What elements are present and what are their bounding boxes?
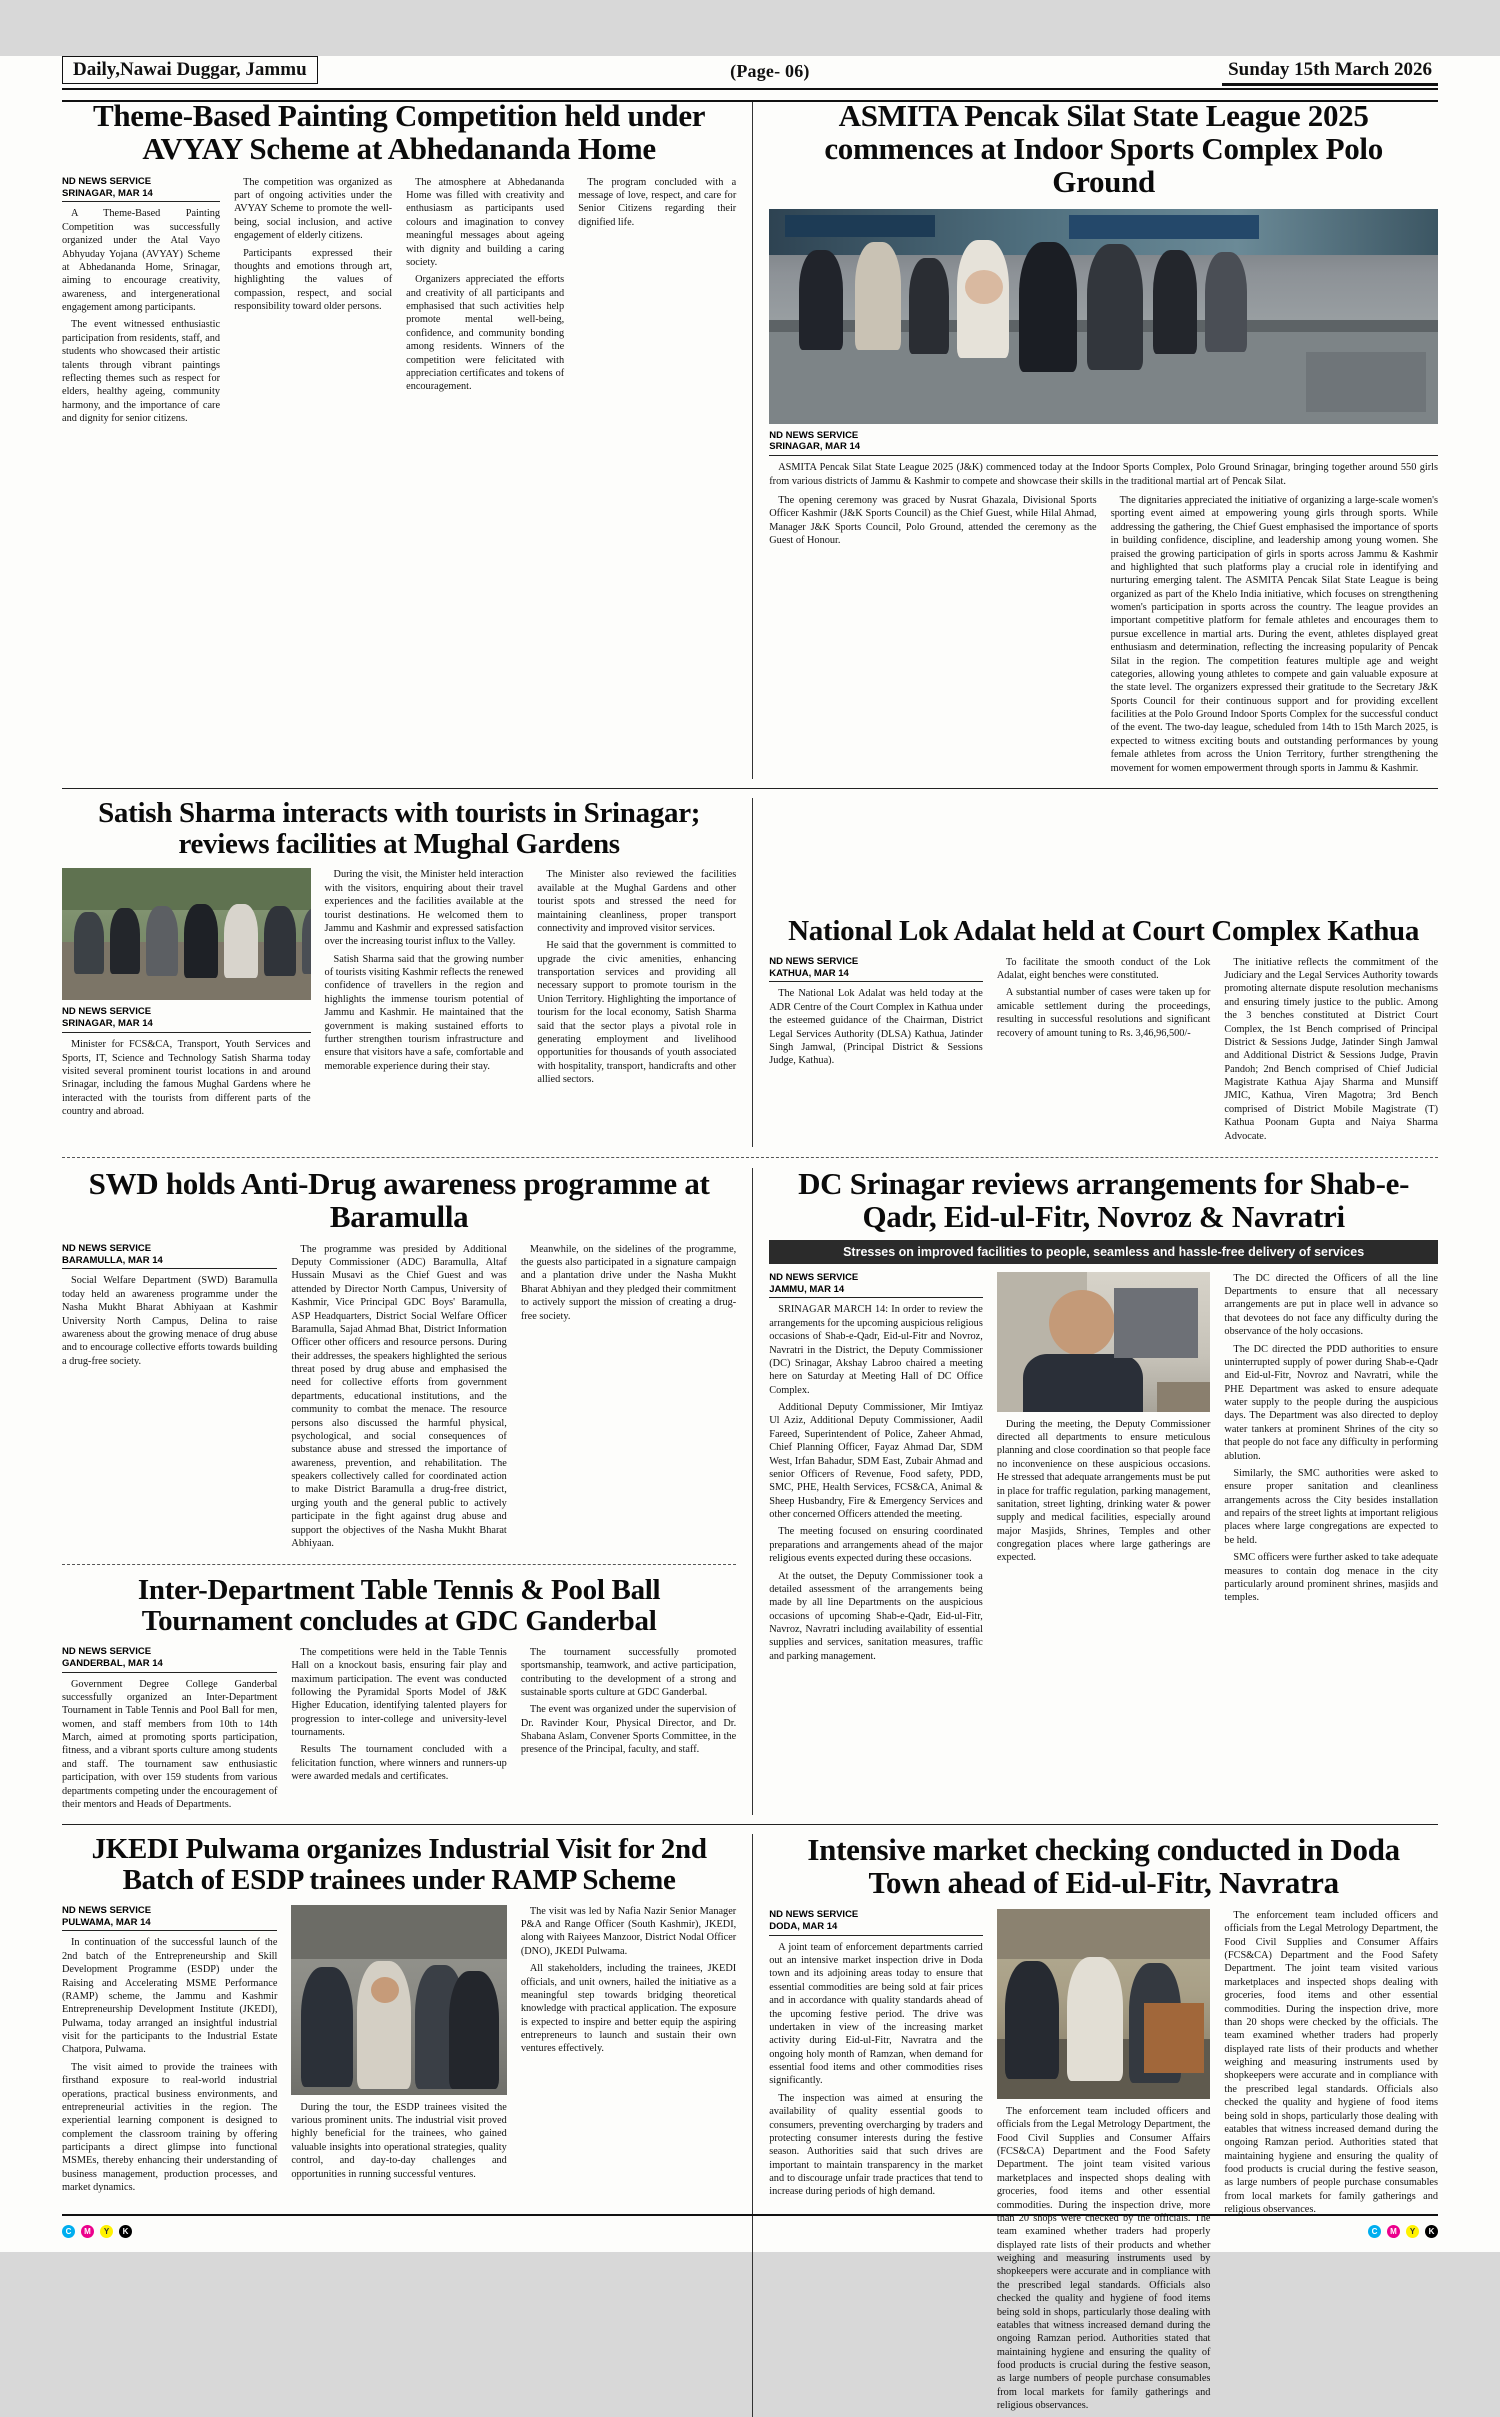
masthead-publication: Daily,Nawai Duggar, Jammu	[62, 56, 318, 84]
lokadalat-byline-place: KATHUA, MAR 14	[769, 967, 849, 979]
lokadalat-para-1: To facilitate the smooth conduct of the Lok Adalat, eight benches were constituted.	[996, 956, 1211, 982]
jkedi-para-2: During the tour, the ESDP trainees visited the various prominent units. The industrial visit proved highly beneficial for the trainees, who gained valuable insights into operational strategies, quality control, and day-to-day challenges and opportunities in running successful ventures.	[291, 2101, 507, 2180]
lokadalat-para-2: A substantial number of cases were taken up for amicable settlement during the proceedings, resulting in successful resolutions and significant recovery of amount tuning to Rs. 3,46,96,500/-	[996, 987, 1211, 1039]
lokadalat-byline-service: ND NEWS SERVICE	[769, 955, 859, 967]
page-top-rule	[62, 100, 1438, 102]
painting-byline-place: SRINAGAR, MAR 14	[62, 187, 153, 199]
masthead-date: Sunday 15th March 2026	[1222, 56, 1438, 86]
dcsrinagar-para-8: SMC officers were further asked to take adequate measures to contain dog menace in the city particularly around prominent shrines, masjids and temples.	[1224, 1552, 1439, 1604]
painting-byline	[62, 176, 220, 203]
painting-para-3: Participants expressed their thoughts and emotions through art, highlighting the values of compassion, respect, and social responsibility toward older persons.	[234, 247, 393, 313]
doda-para-2a: The enforcement team included officers and officials from the Legal Metrology Department, the Food Civil Supplies and Consumer Affairs (FCS&CA) Department and the Food Safety Department. The joint team visited various marketplaces and inspected shops dealing with groceries, food items and other essential commodities. During the inspection drive, more than 20 shops were checked by the officials. The team examined whether traders had properly displayed rate lists of their products and whether weighing and measuring instruments used by shopkeepers were accurate and in compliance with the prescribed legal standards. Officials also checked the quality and hygiene of food items being sold in shops, particularly those dealing with eatables that witness increased demand during the ongoing Ramzan period. Authorities stated that maintaining hygiene and ensuring the quality of food products is crucial during the festive season, as large numbers of people purchase consumables from local markets for family gatherings and religious observances.	[996, 2105, 1211, 2412]
reg-mark-m: M	[81, 2225, 94, 2238]
column-divider-2	[752, 798, 753, 1147]
asmita-byline-service: ND NEWS SERVICE	[769, 429, 859, 441]
masthead	[62, 56, 1438, 90]
article-tabletennis	[62, 1575, 736, 1815]
asmita-byline-place: SRINAGAR, MAR 14	[769, 441, 861, 453]
reg-mark-c: C	[62, 2225, 75, 2238]
lokadalat-para-0: The National Lok Adalat was held today at the ADR Centre of the Court Complex in Kathua under the esteemed guidance of the Chairman, District Legal Services Authority (DLSA) Kathua, Jatinder Singh Jamwal, (Principal District & Sessions Judge, Kathua).	[769, 988, 983, 1067]
dcsrinagar-para-4: At the outset, the Deputy Commissioner took a detailed assessment of the arrangements being made by all line Departments on the auspicious occasions of upcoming Shab-e-Qadr, Eid-ul-Fitr, Navroz, Navratri including availability of essential supplies and services, sanitation measures, traffic and parking management.	[769, 1570, 983, 1662]
reg-mark-y-right: Y	[1406, 2225, 1419, 2238]
asmita-photo	[769, 209, 1438, 424]
jkedi-byline	[62, 1905, 277, 1932]
article-asmita	[769, 100, 1438, 779]
dcsrinagar-para-7: Similarly, the SMC authorities were asked to ensure proper sanitation and cleanliness arrangements across the City besides installation and repairs of the street lights at important religious places where large congregations are expected to be held.	[1224, 1467, 1439, 1546]
satish-para-0: Minister for FCS&CA, Transport, Youth Services and Sports, IT, Science and Technology Satish Sharma today visited several prominent tourist locations in and around Srinagar, including the famous Mughal Gardens where he interacted with the tourists from different parts of the country and abroad.	[62, 1039, 311, 1118]
swd-para-2: Meanwhile, on the sidelines of the programme, the guests also participated in a signature campaign and a plantation drive under the Nasha Mukht Bharat Abhiyan and they pledged their commitment to actively support the mission of creating a drug-free society.	[520, 1243, 737, 1322]
jkedi-photo	[291, 1905, 506, 2095]
jkedi-para-1: The visit aimed to provide the trainees with firsthand exposure to real-world industrial operations, practical business environments, and entrepreneurial activities in the region. The experiential learning component is designed to complement the classroom training by offering participants a direct glimpse into functional MSMEs, thereby enhancing their understanding of business management, production processes, and market dynamics.	[62, 2061, 278, 2194]
satish-para-4: He said that the government is committed to upgrade the civic amenities, enhancing transportation services and providing all necessary support to promote tourism in the Union Territory. Highlighting the importance of tourism for the local economy, Satish Sharma said that the sector plays a pivotal role in generating employment and livelihood opportunities for thousands of youth associated with hospitality, transport, handicrafts and other allied sectors.	[537, 940, 737, 1086]
article-swd	[62, 1165, 737, 1554]
tabletennis-byline-service: ND NEWS SERVICE	[62, 1645, 152, 1657]
article-doda	[769, 1834, 1438, 2416]
article-painting	[62, 100, 736, 779]
swd-para-0: Social Welfare Department (SWD) Baramulla today held an awareness programme under the Nasha Mukht Bharat Abhiyaan at Kashmir University North Campus, Delina to raise awareness about the growing menace of drug abuse and to encourage collective efforts towards building a drug-free society.	[62, 1275, 278, 1367]
satish-headline: Satish Sharma interacts with tourists in Srinagar; reviews facilities at Mughal Gardens	[98, 796, 701, 860]
painting-headline: Theme-Based Painting Competition held under AVYAY Scheme at Abhedananda Home	[92, 98, 706, 166]
jkedi-byline-service: ND NEWS SERVICE	[62, 1904, 152, 1916]
lokadalat-para-3: The initiative reflects the commitment of the Judiciary and the Legal Services Authority towards promoting alternate dispute resolution mechanisms and ensuring timely justice to the public. Among the 3 benches constituted at District Court Complex, the 1st Bench comprised of Principal District & Sessions Judge, Jatinder Singh Jamwal and Additional District & Sessions Judge, Pravin Pandoh; 2nd Bench comprised of Chief Judicial Magistrate Kathua Ajay Sharma and Munsiff JMIC, Kathua, Viren Magotra; 3rd Bench comprised of District Mobile Magistrate (T) Kathua Poonam Gupta and Naiya Sharma Advocate.	[1224, 956, 1439, 1142]
page-content	[0, 100, 1500, 2417]
painting-byline-service: ND NEWS SERVICE	[62, 175, 152, 187]
painting-para-2: The competition was organized as part of ongoing activities under the AVYAY Scheme to promote the well-being, social inclusion, and active engagement of elderly citizens.	[234, 176, 393, 242]
satish-photo	[62, 868, 311, 1000]
dcsrinagar-byline	[769, 1272, 983, 1299]
tabletennis-para-1: The competitions were held in the Table Tennis Hall on a knockout basis, ensuring fair play and maximum participation. The event was conducted following the Pyramidal Sports Model of J&K Higher Education, identifying talented players for progression to inter-college and university-level tournaments.	[291, 1646, 507, 1738]
reg-mark-m-right: M	[1387, 2225, 1400, 2238]
reg-mark-k-right: K	[1425, 2225, 1438, 2238]
satish-byline-place: SRINAGAR, MAR 14	[62, 1018, 153, 1030]
dcsrinagar-para-5: The DC directed the Officers of all the line Departments to ensure that all necessary arrangements are put in place well in advance so that devotees do not face any difficulty during the observance of the holy occasions.	[1224, 1272, 1439, 1338]
dcsrinagar-para-2: The meeting focused on ensuring coordinated preparations and arrangements ahead of the major religious events expected during these occasions.	[769, 1526, 983, 1565]
dcsrinagar-headline: DC Srinagar reviews arrangements for Shab-e-Qadr, Eid-ul-Fitr, Novroz & Navratri	[798, 1165, 1410, 1234]
dcsrinagar-strap: Stresses on improved facilities to people, seamless and hassle-free delivery of services	[769, 1240, 1438, 1264]
jkedi-para-4: All stakeholders, including the trainees, JKEDI officials, and unit owners, hailed the initiative as a meaningful step towards bridging theoretical knowledge with practical application. The exposure is expected to inspire and better equip the aspiring entrepreneurs to launch and sustain their own ventures effectively.	[520, 1963, 737, 2055]
reg-mark-y: Y	[100, 2225, 113, 2238]
painting-para-5: Organizers appreciated the efforts and creativity of all participants and emphasised that such activities help promote mental well-being, confidence, and community bonding among residents. Winners of the competition were felicitated with appreciation certificates and tokens of encouragement.	[406, 274, 565, 393]
doda-byline	[769, 1909, 983, 1936]
lokadalat-byline	[769, 956, 983, 983]
article-dcsrinagar	[769, 1165, 1439, 1815]
rule-1	[62, 788, 1438, 789]
tabletennis-byline	[62, 1646, 277, 1673]
dcsrinagar-para-3: During the meeting, the Deputy Commissioner directed all departments to ensure meticulous planning and close coordination so that people face no inconvenience on these auspicious occasions. He stressed that adequate arrangements must be put in place for traffic regulation, parking management, sanitation, street lighting, drinking water & power supply and medical facilities, especially around major Masjids, Shrines, Temples and other congregation places where large gatherings are expected.	[996, 1418, 1211, 1564]
swd-headline: SWD holds Anti-Drug awareness programme at Baramulla	[88, 1165, 710, 1234]
rule-2	[62, 1157, 1438, 1158]
satish-byline	[62, 1006, 311, 1033]
reg-mark-k: K	[119, 2225, 132, 2238]
tabletennis-para-4: The event was organized under the supervision of Dr. Ravinder Kour, Physical Director, and Dr. Shabana Aslam, Convener Sports Committee, in the presence of the Principal, faculty, and staff.	[520, 1704, 737, 1756]
column-divider-1	[752, 100, 753, 779]
rule-4	[62, 1824, 1438, 1825]
asmita-para-1: The opening ceremony was graced by Nusrat Ghazala, Divisional Sports Officer Kashmir (J&K Sports Council) as the Chief Guest, while Hilal Ahmad, Manager J&K Sports Council, Polo Ground, attended the ceremony as the Guest of Honour.	[769, 495, 1097, 547]
doda-photo	[997, 1909, 1211, 2099]
dcsrinagar-photo	[997, 1272, 1211, 1412]
page-bottom-rule	[62, 2214, 1438, 2216]
reg-mark-c-right: C	[1368, 2225, 1381, 2238]
satish-para-3: The Minister also reviewed the facilities available at the Mughal Gardens and other tourist spots and stressed the need for maintaining cleanliness, proper transport connectivity and improved visitor services.	[537, 869, 737, 934]
swd-byline-place: BARAMULLA, MAR 14	[62, 1254, 163, 1266]
article-jkedi	[62, 1834, 736, 2416]
registration-marks-right	[1368, 2225, 1438, 2238]
article-lokadalat	[769, 798, 1438, 1147]
dcsrinagar-para-0: SRINAGAR MARCH 14: In order to review the arrangements for the upcoming auspicious religious occasions of Shab-e-Qadr, Eid-ul-Fitr and Novroz, Navratri in the District, the Deputy Commissioner (DC) Srinagar, Akshay Labroo chaired a meeting here on Saturday at Meeting Hall of DC Office Complex.	[769, 1304, 983, 1396]
swd-byline	[62, 1243, 277, 1270]
painting-para-6: The program concluded with a message of love, respect, and care for Senior Citizens regarding their dignified life.	[578, 176, 737, 228]
tabletennis-byline-place: GANDERBAL, MAR 14	[62, 1657, 163, 1669]
dcsrinagar-para-1: Additional Deputy Commissioner, Mir Imtiyaz Ul Aziz, Additional Deputy Commissioner, Aadil Fareed, Superintendent of Police, Zaheer Ahmad, Chief Planning Officer, Fayaz Ahmad Dar, SDM West, Irfan Bahadur, SDM East, Zubair Ahmad and senior Officers of Revenue, Food safety, PDD, SMC, PHE, Health Services, FCS&CA, Animal & Sheep Husbandry, Fire & Emergency Services and other concerned Officers attended the meeting.	[769, 1402, 983, 1521]
lokadalat-headline: National Lok Adalat held at Court Complex Kathua	[788, 914, 1420, 947]
satish-byline-service: ND NEWS SERVICE	[62, 1006, 152, 1018]
doda-byline-place: DODA, MAR 14	[769, 1920, 838, 1932]
dcsrinagar-byline-service: ND NEWS SERVICE	[769, 1271, 859, 1283]
rule-3	[62, 1564, 736, 1565]
article-satish	[62, 798, 736, 1147]
satish-para-1: During the visit, the Minister held interaction with the visitors, enquiring about their travel experiences and the facilities available at the tourist destinations. He welcomed them to Jammu and Kashmir and expressed satisfaction over the increasing tourist influx to the Valley.	[324, 869, 524, 948]
doda-para-1: The inspection was aimed at ensuring the availability of quality essential goods to consumers, preventing overcharging by traders and protecting consumer interests during the festive season. Authorities said that such drives are important to maintain transparency in the market and to discourage unfair trade practices that tend to increase during periods of high demand.	[769, 2092, 983, 2198]
jkedi-byline-place: PULWAMA, MAR 14	[62, 1916, 151, 1928]
registration-marks-left	[62, 2225, 132, 2238]
dcsrinagar-byline-place: JAMMU, MAR 14	[769, 1283, 845, 1295]
tabletennis-para-2: Results The tournament concluded with a felicitation function, where winners and runners-up were awarded medals and certificates.	[291, 1744, 507, 1783]
painting-para-0: A Theme-Based Painting Competition was successfully organized under the Atal Vayo Abhyuday Yojana (AVYAY) Scheme at Abhedananda Home, Srinagar, aiming to encourage creativity, awareness, and intergenerational engagement among participants.	[62, 208, 221, 314]
column-divider-4	[752, 1834, 753, 2416]
tabletennis-headline: Inter-Department Table Tennis & Pool Ball Tournament concludes at GDC Ganderbal	[137, 1574, 661, 1638]
swd-byline-service: ND NEWS SERVICE	[62, 1242, 152, 1254]
tabletennis-para-0: Government Degree College Ganderbal successfully organized an Inter-Department Tournament in Table Tennis and Pool Ball for men, women, and staff members from 10th to 14th March, aimed at promoting sports participation, fitness, and a vibrant sports culture among students and staff. The tournament saw enthusiastic participation, with over 159 students from various departments competing under the encouragement of their mentors and Heads of Departments.	[62, 1678, 278, 1810]
doda-para-2: The enforcement team included officers and officials from the Legal Metrology Department, the Food Civil Supplies and Consumer Affairs (FCS&CA) Department and the Food Safety Department. The joint team visited various marketplaces and inspected shops dealing with groceries, food items and other essential commodities. During the inspection drive, more than 20 shops were checked by the officials. The team examined whether traders had properly displayed rate lists of their products and whether weighing and measuring instruments used by shopkeepers were accurate and in compliance with the prescribed legal standards. Officials also checked the quality and hygiene of food items being sold in shops, particularly those dealing with eatables that witness increased demand during the ongoing Ramzan period. Authorities stated that maintaining hygiene and ensuring the quality of food products is crucial during the festive season, as large numbers of people purchase consumables from local markets for family gatherings and religious observances.	[1224, 1909, 1439, 2216]
tabletennis-para-3: The tournament successfully promoted sportsmanship, teamwork, and active participation, contributing to the development of a strong and sustainable sports culture at GDC Ganderbal.	[520, 1646, 737, 1698]
jkedi-headline: JKEDI Pulwama organizes Industrial Visit for 2nd Batch of ESDP trainees under RAMP Scheme	[91, 1833, 707, 1896]
column-divider-3	[752, 1168, 753, 1815]
doda-para-0: A joint team of enforcement departments carried out an intensive market inspection drive in Doda town and its adjoining areas today to ensure that essential commodities are being sold at fair prices and in accordance with quality standards ahead of the upcoming festive period. The drive was undertaken in view of the increasing market activity during Eid-ul-Fitr, Navratra and the ongoing holy month of Ramzan, when demand for essential food items and other commodities rises significantly.	[769, 1941, 983, 2087]
satish-para-2: Satish Sharma said that the growing number of tourists visiting Kashmir reflects the renewed confidence of travellers in the region and highlights the immense tourism potential of Jammu and Kashmir. He maintained that the government is making sustained efforts to further strengthen tourism infrastructure and ensure that visitors have a safe, comfortable and memorable experience during their stay.	[324, 953, 524, 1072]
masthead-page-number: (Page- 06)	[730, 61, 810, 81]
painting-para-1: The event witnessed enthusiastic participation from residents, staff, and students who showcased their artistic talents through vibrant paintings reflecting themes such as respect for elders, healthy ageing, community harmony, and the importance of care and dignity for senior citizens.	[62, 319, 221, 425]
asmita-byline	[769, 430, 1438, 457]
jkedi-para-0: In continuation of the successful launch of the 2nd batch of the Entrepreneurship and Skill Development Programme (ESDP) under the Raising and Accelerating MSME Performance (RAMP) scheme, the Jammu and Kashmir Entrepreneurship Development Institute (JKEDI), Pulwama, today arranged an insightful industrial visit for the participants to the Industrial Estate Chatpora, Pulwama.	[62, 1937, 278, 2056]
newspaper-page	[0, 56, 1500, 2412]
asmita-para-2: The dignitaries appreciated the initiative of organizing a large-scale women's sporting event aimed at empowering young girls through sports. While addressing the gathering, the Chief Guest emphasised the importance of sports in building confidence, discipline, and leadership among young women. She praised the growing participation of girls in sports across Jammu & Kashmir and highlighted that such platforms play a crucial role in identifying and nurturing emerging talent. The ASMITA Pencak Silat State League is being organized as part of the Khelo India initiative, which focuses on strengthening women's participation in sports across the country. The league provides an important competitive platform for female athletes and encourages them to pursue excellence in martial arts. During the event, athletes displayed great enthusiasm and determination, reflecting the increasing popularity of Pencak Silat in the region. The competition features multiple age and weight categories, allowing young athletes to compete and gain valuable exposure at the state level. The organizers expressed their gratitude to the Secretary J&K Sports Council for their continuous support and for providing excellent facilities at the Polo Ground Indoor Sports Complex for the successful conduct of the event. The two-day league, scheduled from 14th to 15th March 2025, is expected to witness exciting bouts and outstanding performances by young female athletes from across the Union Territory, further strengthening the movement for women empowerment through sports in Jammu & Kashmir.	[1110, 495, 1439, 774]
swd-para-1: The programme was presided by Additional Deputy Commissioner (ADC) Baramulla, Altaf Hussain Musavi as the Chief Guest and was attended by Director North Campus, University of Kashmir, Vice Principal GDC Boys' Baramulla, ASP Headquarters, District Social Welfare Officer Baramulla, Sajad Ahmad Bhat, District Information Officer other officers and resource persons. During their addresses, the speakers highlighted the serious threat posed by drug abuse and emphasised the need for collective efforts from government departments, educational institutions, and the community to combat the menace. The resource persons also discussed the harmful physical, psychological, and social consequences of substance abuse and stressed the importance of awareness, prevention, and rehabilitation. The speakers collectively called for coordinated action to make District Baramulla a drug-free district, urging youth and the general public to actively participate in the fight against drug abuse and support the objectives of the Nasha Mukht Bharat Abhiyaan.	[291, 1243, 507, 1549]
painting-para-4: The atmosphere at Abhedananda Home was filled with creativity and enthusiasm as participants used colours and imagination to convey meaningful messages about ageing with dignity and building a caring society.	[406, 176, 565, 268]
asmita-para-0: ASMITA Pencak Silat State League 2025 (J&K) commenced today at the Indoor Sports Complex, Polo Ground Srinagar, bringing together around 550 girls from various districts of Jammu & Kashmir to compete and showcase their skills in the traditional martial art of Pencak Silat.	[769, 462, 1438, 487]
dcsrinagar-para-6: The DC directed the PDD authorities to ensure uninterrupted supply of power during Shab-e-Qadr and Eid-ul-Fitr, Novroz and Navratri, while the PHE Department was asked to ensure adequate water supply to the people during the auspicious days. The Department was also directed to deploy water tankers at prominent Shrines of the city so that people do not face any difficulty in performing ablution.	[1224, 1343, 1439, 1462]
doda-headline: Intensive market checking conducted in Doda Town ahead of Eid-ul-Fitr, Navratra	[807, 1832, 1400, 1901]
asmita-headline: ASMITA Pencak Silat State League 2025 commences at Indoor Sports Complex Polo Ground	[824, 98, 1383, 199]
doda-byline-service: ND NEWS SERVICE	[769, 1908, 859, 1920]
jkedi-para-3: The visit was led by Nafia Nazir Senior Manager P&A and Range Officer (South Kashmir), JKEDI, along with Raiyees Manzoor, District Nodal Officer (DNO), JKEDI Pulwama.	[520, 1905, 737, 1957]
